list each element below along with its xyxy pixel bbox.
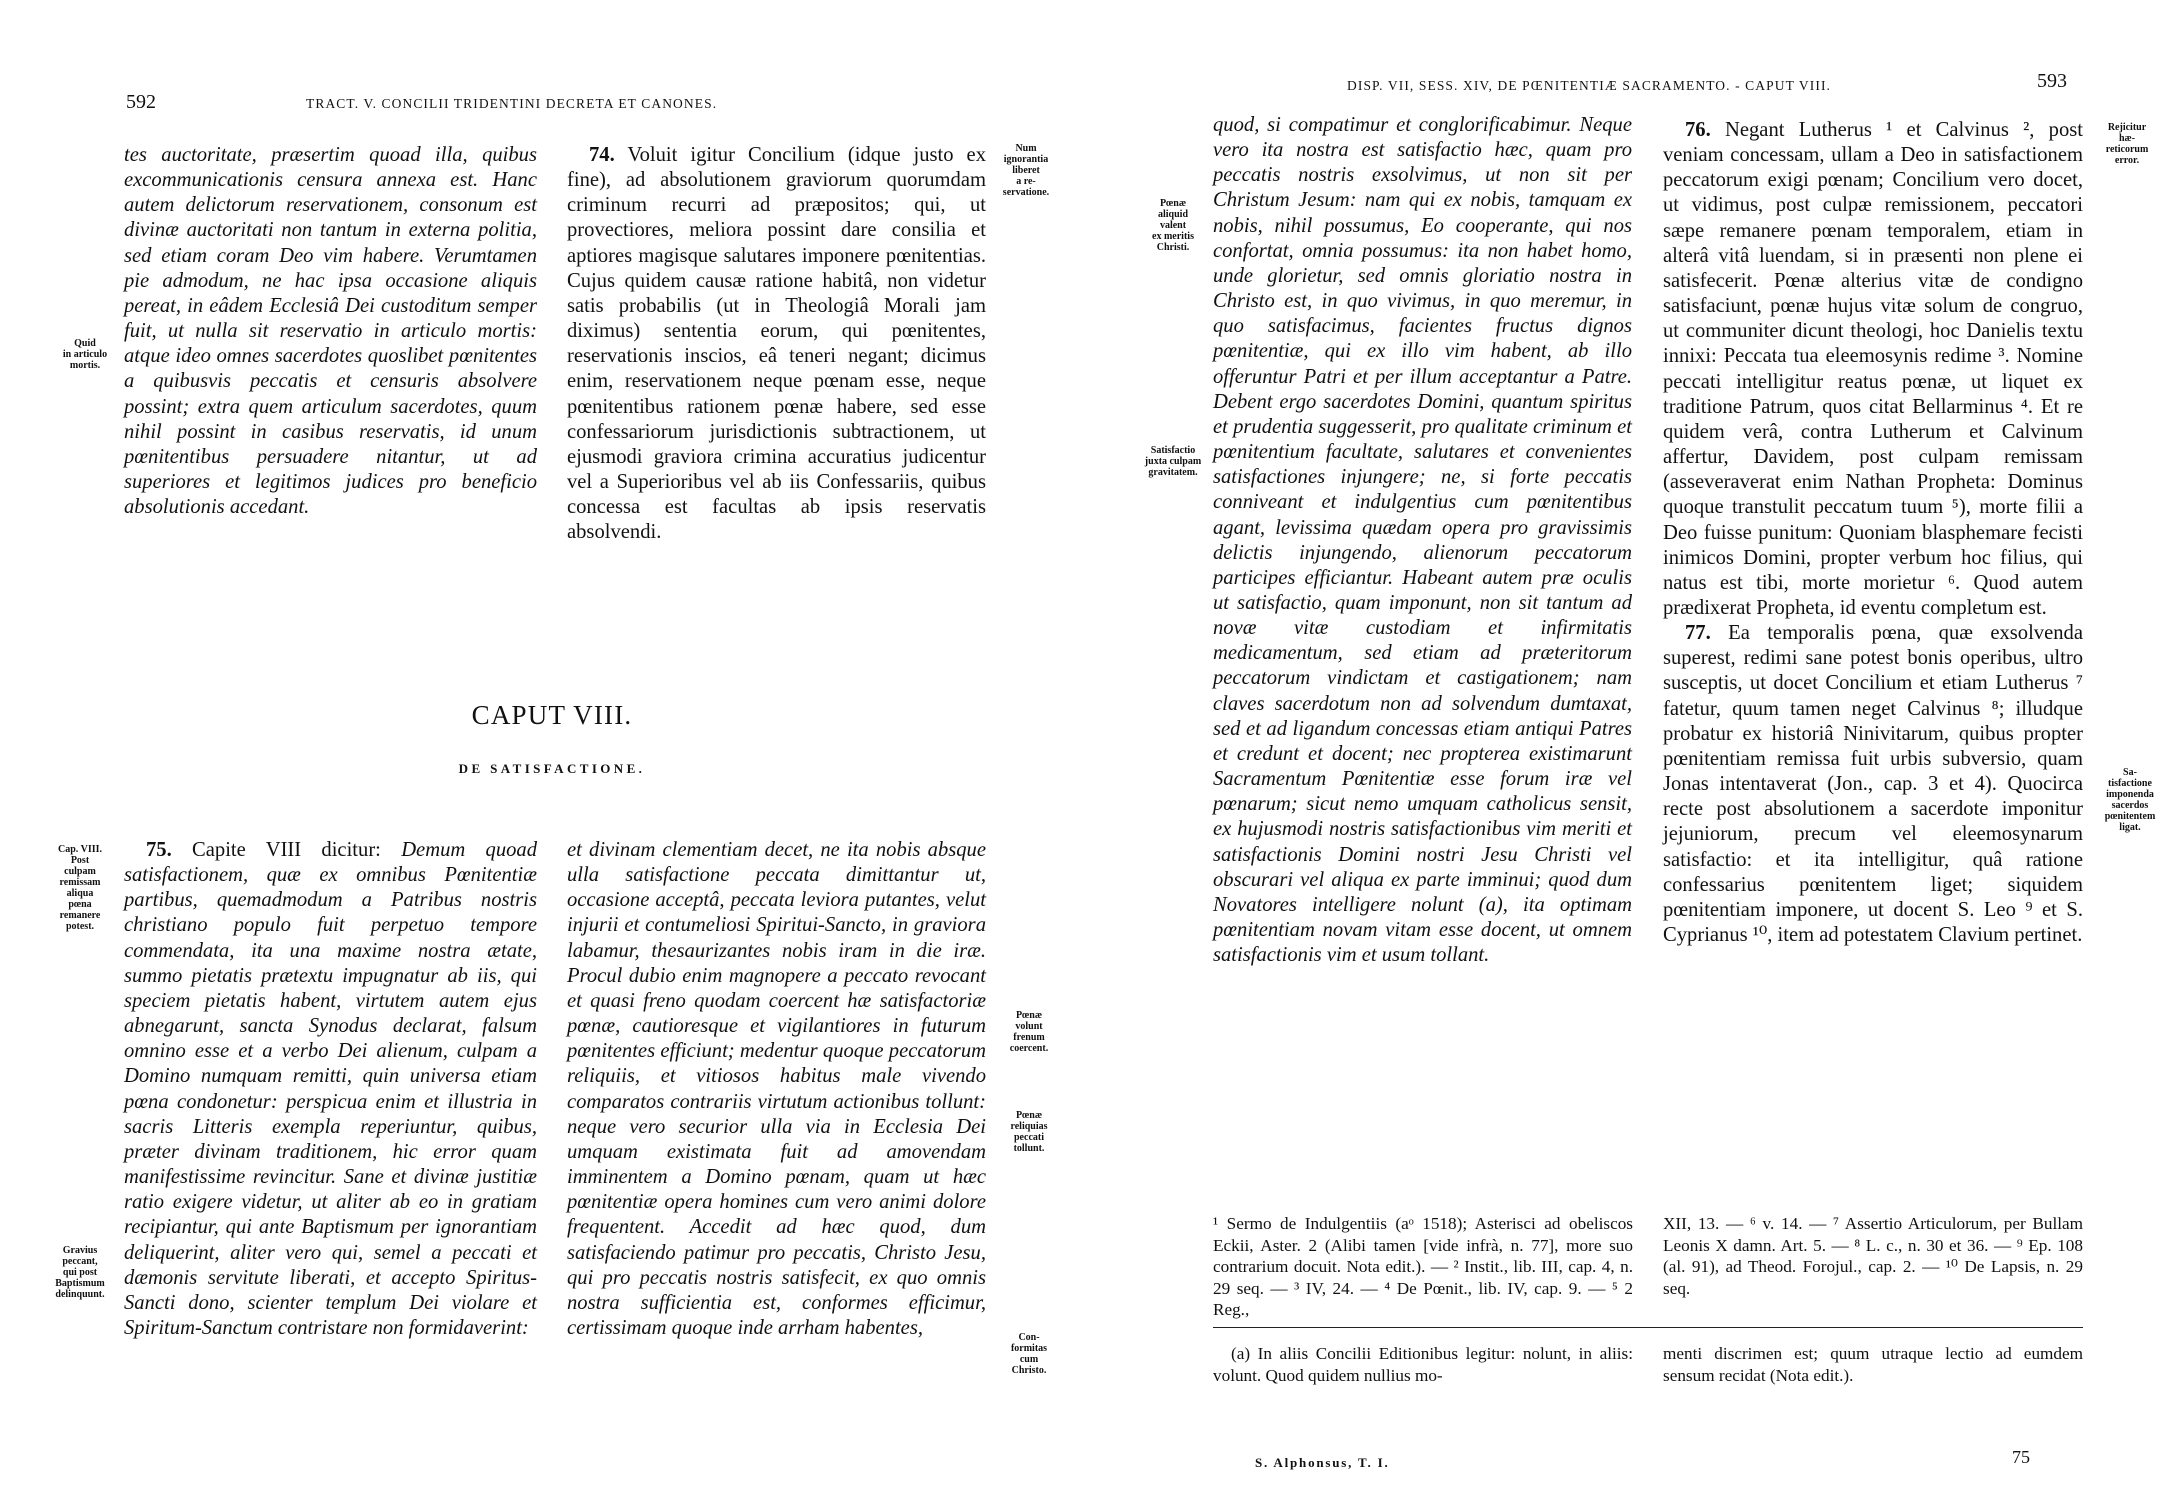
text-column-right — [1663, 118, 2083, 948]
running-head: TRACT. V. CONCILII TRIDENTINI DECRETA ET CANONES. — [306, 96, 718, 111]
paragraph: et divinam clementiam decet, ne ita nobis absque ulla satisfactione peccata dimittantur ut, occasione acceptâ, peccata leviora putantes, velut injurii et contumeliosi Spiritui-Sancto, in graviora labamur, thesaurizantes nobis iram in die iræ. Procul dubio enim magnopere a peccato revocant et quasi freno quodam coercent hæ satisfactoriæ pœnæ, cautioresque et vigilantiores in futurum pœnitentes efficiunt; medentur quoque peccatorum reliquiis, et vitiosos habitus male vivendo comparatos contrariis virtutum actionibus tollunt: neque vero securior ulla via in Ecclesia Dei umquam existimata fuit ad amovendam imminentem a Domino pœnam, quam ut hæc pœnitentiæ opera homines cum vero animi dolore frequentent. Accedit ad hæc quod, dum satisfaciendo patimur pro peccatis, Christo Jesu, qui pro peccatis nostris satisfecit, ex quo omnis nostra sufficientia est, conformes efficimur, certissimam quoque inde arrham habentes, — [567, 839, 986, 1339]
note-line: delinquunt. — [55, 1289, 105, 1300]
running-head: DISP. VII, SESS. XIV, DE PŒNITENTIÆ SACRAMENTO. - CAPUT VIII. — [1347, 78, 1832, 93]
note-line: Quid — [74, 338, 96, 349]
margin-note-conformitas — [995, 1332, 1063, 1376]
note-line: ignorantia — [1003, 154, 1049, 165]
margin-note-poenae-volunt — [995, 1010, 1063, 1054]
paragraph-lead: Capite VIII dicitur: — [192, 839, 381, 861]
text-column-bottom-right — [567, 838, 986, 1341]
margin-note-cap-viii — [44, 844, 116, 932]
note-line: aliquid — [1157, 209, 1189, 220]
note-line: volunt — [1015, 1021, 1043, 1032]
note-line: in articulo — [62, 349, 108, 360]
note-line: Gravius — [62, 1245, 98, 1256]
note-line: tisfactione — [2108, 778, 2152, 789]
decree-text: Demum quoad satisfactionem, quæ ex omnibus Pœnitentiæ partibus, quemadmodum a Patribus nostris christiano populo fuit perpetuo tempore commendata, ita una maxime nostra ætate, summo pietatis prætextu impugnatur ab iis, qui speciem pietatis habent, virtutem autem ejus abnegarunt, sancta Synodus declarat, falsum omnino esse et a verbo Dei alienum, culpam a Domino numquam remitti, quin universa etiam pœna condonetur: perspicua enim et illustria in sacris Litteris exempla reperiuntur, quibus, præter divinam traditionem, hic error quam manifestissime revincitur. Sane et divinæ justitiæ ratio exigere videtur, ut aliter ab eo in gratiam recipiantur, qui ante Baptismum per ignorantiam deliquerint, aliter vero qui, semel a peccati et dæmonis servitute liberati, et accepto Spiritus-Sancti dono, scienter templum Dei violare et Spiritum-Sanctum contristare non formidaverint: — [124, 839, 538, 1339]
note-line: juxta culpam — [1144, 456, 1202, 467]
note-line: Pœnæ — [1015, 1110, 1043, 1121]
note-line: cum — [1019, 1354, 1039, 1365]
text-column-top-right — [567, 143, 986, 546]
page-number: 593 — [2037, 70, 2067, 92]
paragraph: quod, si compatimur et conglorificabimur. Neque vero ita nostra est satisfactio hæc, quam pro peccatis nostris exsolvimus, ut non sit per Christum Jesum: nam qui ex nobis, tamquam ex nobis, nihil possumus, Eo cooperante, qui nos confortat, omnia possumus: ita non habet homo, unde glorietur, sed omnis gloriatio nostra in Christo est, in quo vivimus, in quo meremur, in quo satisfacimus, facientes fructus dignos pœnitentiæ, qui ex illo vim habent, ab illo offeruntur Patri et per illum acceptantur a Patre. Debent ergo sacerdotes Domini, quantum spiritus et prudentia suggesserit, pro qualitate criminum et pœnitentium facultate, salutares et convenientes satisfactiones injungere; ne, si forte peccatis conniveant et indulgentius cum pœnitentibus agant, levissima quædam opera pro gravissimis delictis injungendo, alienorum peccatorum participes efficiantur. Habeant autem præ oculis ut satisfactio, quam imponunt, non sit tantum ad novæ vitæ custodiam et infirmitatis medicamentum, sed etiam ad præteritorum peccatorum vindictam et castigationem; nam claves sacerdotum non ad solvendum dumtaxat, sed et ad ligandum concessas etiam antiqui Patres et credunt et docent; nec propterea existimarunt Sacramentum Pœnitentiæ esse forum iræ vel pœnarum; sicut nemo umquam catholicus sensit, ex hujusmodi nostris satisfactionibus vim meriti et satisfactionis Domini nostri Jesu Christi vel obscurari vel aliqua ex parte imminui; quod dum Novatores intelligere nolunt (a), ita optimam pœnitentiam novam vitam esse docent, ut omnem satisfactionis vim et usum tollant. — [1213, 114, 1632, 967]
note-line: ligat. — [2119, 822, 2141, 833]
margin-note-satisfactione — [2091, 767, 2169, 833]
footnotes-right: XII, 13. — ⁶ v. 14. — ⁷ Assertio Articulorum, per Bullam Leonis X damn. Art. 5. — ⁸ L. c., n. 30 et 36. — ⁹ Ep. 108 (al. 91), ad Theod. Forojul., cap. 2. — ¹⁰ De Lapsis, n. 29 seq. — [1663, 1214, 2083, 1298]
paragraph-77 — [1663, 621, 2083, 948]
chapter-title: CAPUT VIII. — [471, 700, 633, 730]
note-line: peccati — [1014, 1132, 1044, 1143]
note-line: imponenda — [2106, 789, 2154, 800]
note-line: coercent. — [1009, 1043, 1049, 1054]
margin-note-rejicitur — [2091, 122, 2163, 166]
editorial-note-left: (a) In aliis Concilii Editionibus legitur: nolunt, in aliis: volunt. Quod quidem nullius mo- — [1213, 1344, 1633, 1385]
editorial-note-right: menti discrimen est; quum utraque lectio ad eumdem sensum recidat (Nota edit.). — [1663, 1344, 2083, 1385]
paragraph-text: Negant Lutherus ¹ et Calvinus ², post veniam concessam, ullam a Deo in satisfactionem peccatorum exigi pœnam; Concilium vero docet, ut vidimus, post culpæ remissionem, peccatori sæpe remanere pœnam temporalem, etiam in alterâ vitâ luendam, si in præsenti non plene ei satisfecerit. Pœnæ alterius vitæ de condigno satisfaciunt, pœnæ hujus vitæ solum de congruo, ut communiter dicunt theologi, hoc Danielis textu innixi: Peccata tua eleemosynis redime ³. Nomine peccati intelligitur reatus pœnæ, ut liquet ex traditione Patrum, quos citat Bellarminus ⁴. Et re quidem verâ, contra Lutherum et Calvinum affertur, Davidem, post culpam remissam (asseveraverat enim Nathan Propheta: Dominus quoque transtulit peccatum tuum ⁵), morte filii a Deo fuisse punitum: Quoniam blasphemare fecisti inimicos Domini, propter verbum hoc filius, qui natus est tibi, morte morietur ⁶. Quod autem prædixerat Propheta, id eventu completum est. — [1663, 119, 2083, 619]
note-line: ex meritis — [1152, 231, 1194, 242]
note-line: Christo. — [1011, 1365, 1047, 1376]
note-line: tollunt. — [1013, 1143, 1045, 1154]
note-line: error. — [2114, 155, 2140, 166]
text-column-top-left — [124, 143, 537, 520]
text-column-bottom-left — [124, 838, 537, 1341]
paragraph-number: 76. — [1685, 119, 1711, 141]
note-line: Con- — [1018, 1332, 1040, 1343]
note-line: gravitatem. — [1148, 467, 1198, 478]
note-line: remissam — [59, 877, 101, 888]
note-line: culpam — [64, 866, 96, 877]
note-line: peccant, — [62, 1256, 98, 1267]
note-line: Satisfactio — [1150, 445, 1196, 456]
page-number: 592 — [126, 91, 156, 113]
paragraph-number: 74. — [589, 144, 615, 166]
margin-note-num — [990, 143, 1062, 198]
note-line: qui post — [62, 1267, 98, 1278]
note-line: Pœnæ — [1159, 198, 1187, 209]
chapter-subtitle: DE SATISFACTIONE. — [458, 761, 646, 776]
margin-note-gravius — [44, 1245, 116, 1300]
note-line: liberet — [1012, 165, 1040, 176]
margin-note-quid — [50, 338, 120, 371]
margin-note-satisfactio — [1135, 445, 1211, 478]
note-line: sacerdos — [2111, 800, 2149, 811]
margin-note-poenae-aliquid — [1137, 198, 1209, 253]
signature-number: 75 — [2012, 1447, 2030, 1467]
footnotes-left: ¹ Sermo de Indulgentiis (aᵒ 1518); Asterisci ad obeliscos Eckii, Aster. 2 (Alibi tamen [vide infrà, n. 77], more suo contrarium docuit. Nota edit.). — ² Instit., lib. III, cap. 4, n. 29 seq. — ³ IV, 24. — ⁴ De Pœnit., lib. IV, cap. 9. — ⁵ 2 Reg., — [1213, 1214, 1633, 1319]
note-line: Num — [1015, 143, 1037, 154]
note-line: remanere — [59, 910, 101, 921]
paragraph: tes auctoritate, præsertim quoad illa, quibus excommunicationis censura annexa est. Hanc autem delictorum reservationem, consonum est divinæ auctoritati non tantum in externa politia, sed etiam coram Deo vim habere. Verumtamen pie admodum, ne hac ipsa occasione aliquis pereat, in eâdem Ecclesiâ Dei custoditum semper fuit, ut nulla sit reservatio in articulo mortis: atque ideo omnes sacerdotes quoslibet pœnitentes a quibusvis peccatis et censuris absolvere possint; extra quem articulum sacerdotes, quum nihil possint in casibus reservatis, id unum pœnitentibus persuadere nitantur, ut ad superiores et legitimos judices pro beneficio absolutionis accedant. — [124, 144, 537, 519]
note-line: Sa- — [2123, 767, 2137, 778]
note-line: reticorum — [2105, 144, 2149, 155]
margin-note-poenae-reliquias — [995, 1110, 1063, 1154]
note-line: formitas — [1010, 1343, 1048, 1354]
note-line: Post — [70, 855, 90, 866]
paragraph-number: 77. — [1685, 622, 1711, 645]
note-line: pœnitentem — [2104, 811, 2156, 822]
note-line: valent — [1159, 220, 1187, 231]
signature: S. Alphonsus, T. I. — [1255, 1455, 1390, 1470]
note-line: Rejicitur — [2107, 122, 2147, 133]
paragraph-76 — [1663, 118, 2083, 621]
note-line: potest. — [65, 921, 95, 932]
text-column-left — [1213, 113, 1632, 968]
paragraph-74 — [567, 143, 986, 546]
note-line: Christi. — [1156, 242, 1190, 253]
footnote-rule — [1213, 1327, 2083, 1328]
note-line: Cap. VIII. — [58, 844, 102, 855]
note-line: frenum — [1013, 1032, 1045, 1043]
note-line: reliquias — [1010, 1121, 1048, 1132]
paragraph-text: Voluit igitur Concilium (idque justo ex fine), ad absolutionem graviorum quorumdam criminum recurri ad præpositos; qui, ut provectiores, meliora possint dare consilia et aptiores magisque salutares imponere pœnitentias. Cujus quidem causæ ratione habitâ, non videtur satis probabilis (ut in Theologiâ Morali jam diximus) sententia eorum, qui pœnitentes, reservationis inscios, eâ teneri negant; dicimus enim, reservationem neque pœnam esse, neque pœnitentibus rationem pœnæ habere, sed esse confessariorum jurisdictionis subtractionem, ut ejusmodi graviora crimina accuratius judicentur vel a Superioribus vel ab iis Confessariis, quibus concessa est facultas ab ipsis reservatis absolvendi. — [567, 144, 986, 544]
note-line: mortis. — [69, 360, 101, 371]
note-line: servatione. — [1002, 187, 1050, 198]
note-line: pœna — [68, 899, 92, 910]
paragraph-number: 75. — [146, 839, 172, 861]
right-page — [1091, 0, 2182, 1500]
note-line: aliqua — [66, 888, 94, 899]
note-line: a re- — [1016, 176, 1036, 187]
paragraph-text: Ea temporalis pœna, quæ exsolvenda superest, redimi sane potest bonis operibus, ultro susceptis, ut docet Concilium et etiam Lutherus ⁷ fatetur, quum tamen neget Calvinus ⁸; illudque probatur ex historiâ Ninivitarum, quibus propter pœnitentiam remissa fuit urbis subversio, quam Jonas intentaverat (Jon., cap. 3 et 4). Quocirca recte post absolutionem a sacerdote imponitur jejuniorum, precum vel eleemosynarum satisfactio: et ita intelligitur, quâ ratione confessarius pœnitentem liget; siquidem pœnitentiam imponere, ut docent S. Leo ⁹ et S. Cyprianus ¹⁰, item ad potestatem Clavium pertinet. — [1663, 622, 2083, 946]
note-line: Baptismum — [55, 1278, 105, 1289]
note-line: hæ- — [2118, 133, 2136, 144]
note-line: Pœnæ — [1015, 1010, 1043, 1021]
paragraph-75 — [124, 838, 537, 1341]
